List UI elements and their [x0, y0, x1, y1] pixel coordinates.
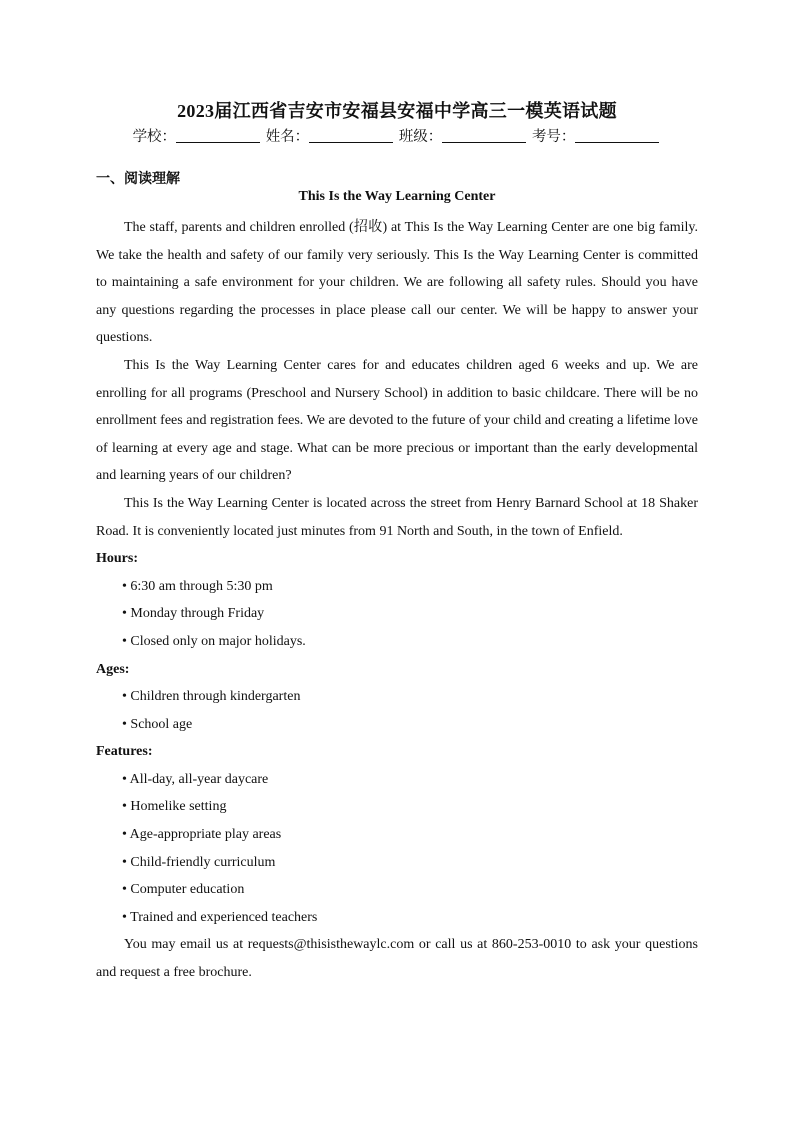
features-item: • Child-friendly curriculum [122, 854, 276, 870]
paragraph-2: This Is the Way Learning Center cares for and educates children aged 6 weeks and up. We are enrolling for all programs (Preschool and Nursery School) in addition to basic childcare. There will be no enrollment fees and registration fees. We are devoted to the future of your child and creating a lifetime love of learning at every age and stage. What can be more precious or important than the early developmental and learning years of our children? [96, 357, 698, 484]
features-item: • Age-appropriate play areas [122, 827, 282, 843]
exam-title: 2023届江西省吉安市安福县安福中学高三一模英语试题 [177, 101, 617, 121]
features-item: • Computer education [122, 882, 245, 898]
features-item: • Trained and experienced teachers [122, 909, 318, 925]
ages-item: • School age [122, 716, 193, 732]
name-label: 姓名： [265, 129, 310, 145]
features-item: • Homelike setting [122, 799, 227, 815]
closing-paragraph: You may email us at requests@thisisthewaylc.com or call us at 860-253-0010 to ask your questions and request a free brochure. [96, 937, 698, 981]
student-info-line [96, 125, 698, 146]
exam-number-blank[interactable] [575, 128, 659, 143]
features-item: • All-day, all-year daycare [122, 771, 269, 787]
ages-item: • Children through kindergarten [122, 689, 301, 705]
hours-heading: Hours: [96, 551, 138, 567]
passage-title: This Is the Way Learning Center [298, 189, 496, 204]
hours-item: • Closed only on major holidays. [122, 633, 306, 649]
features-heading: Features: [96, 744, 153, 760]
class-blank[interactable] [442, 128, 526, 143]
hours-item: • 6:30 am through 5:30 pm [122, 578, 273, 594]
school-blank[interactable] [176, 128, 260, 143]
paragraph-3: This Is the Way Learning Center is located across the street from Henry Barnard School at 18 Shaker Road. It is conveniently located just minutes from 91 North and South, in the town of Enfield. [96, 495, 698, 539]
class-label: 班级： [398, 129, 443, 145]
passage-body [96, 214, 698, 987]
ages-heading: Ages: [96, 661, 130, 677]
paragraph-1: The staff, parents and children enrolled (招收) at This Is the Way Learning Center are one big family. We take the health and safety of our family very seriously. This Is the Way Learning Center is committed to maintaining a safe environment for your children. We are following all safety rules. Should you have any questions regarding the processes in place please call our center. We will be happy to answer your questions. [96, 220, 698, 346]
exam-number-label: 考号： [531, 129, 576, 145]
section-heading: 一、阅读理解 [96, 172, 180, 187]
hours-item: • Monday through Friday [122, 606, 265, 622]
school-label: 学校： [132, 129, 177, 145]
name-blank[interactable] [309, 128, 393, 143]
